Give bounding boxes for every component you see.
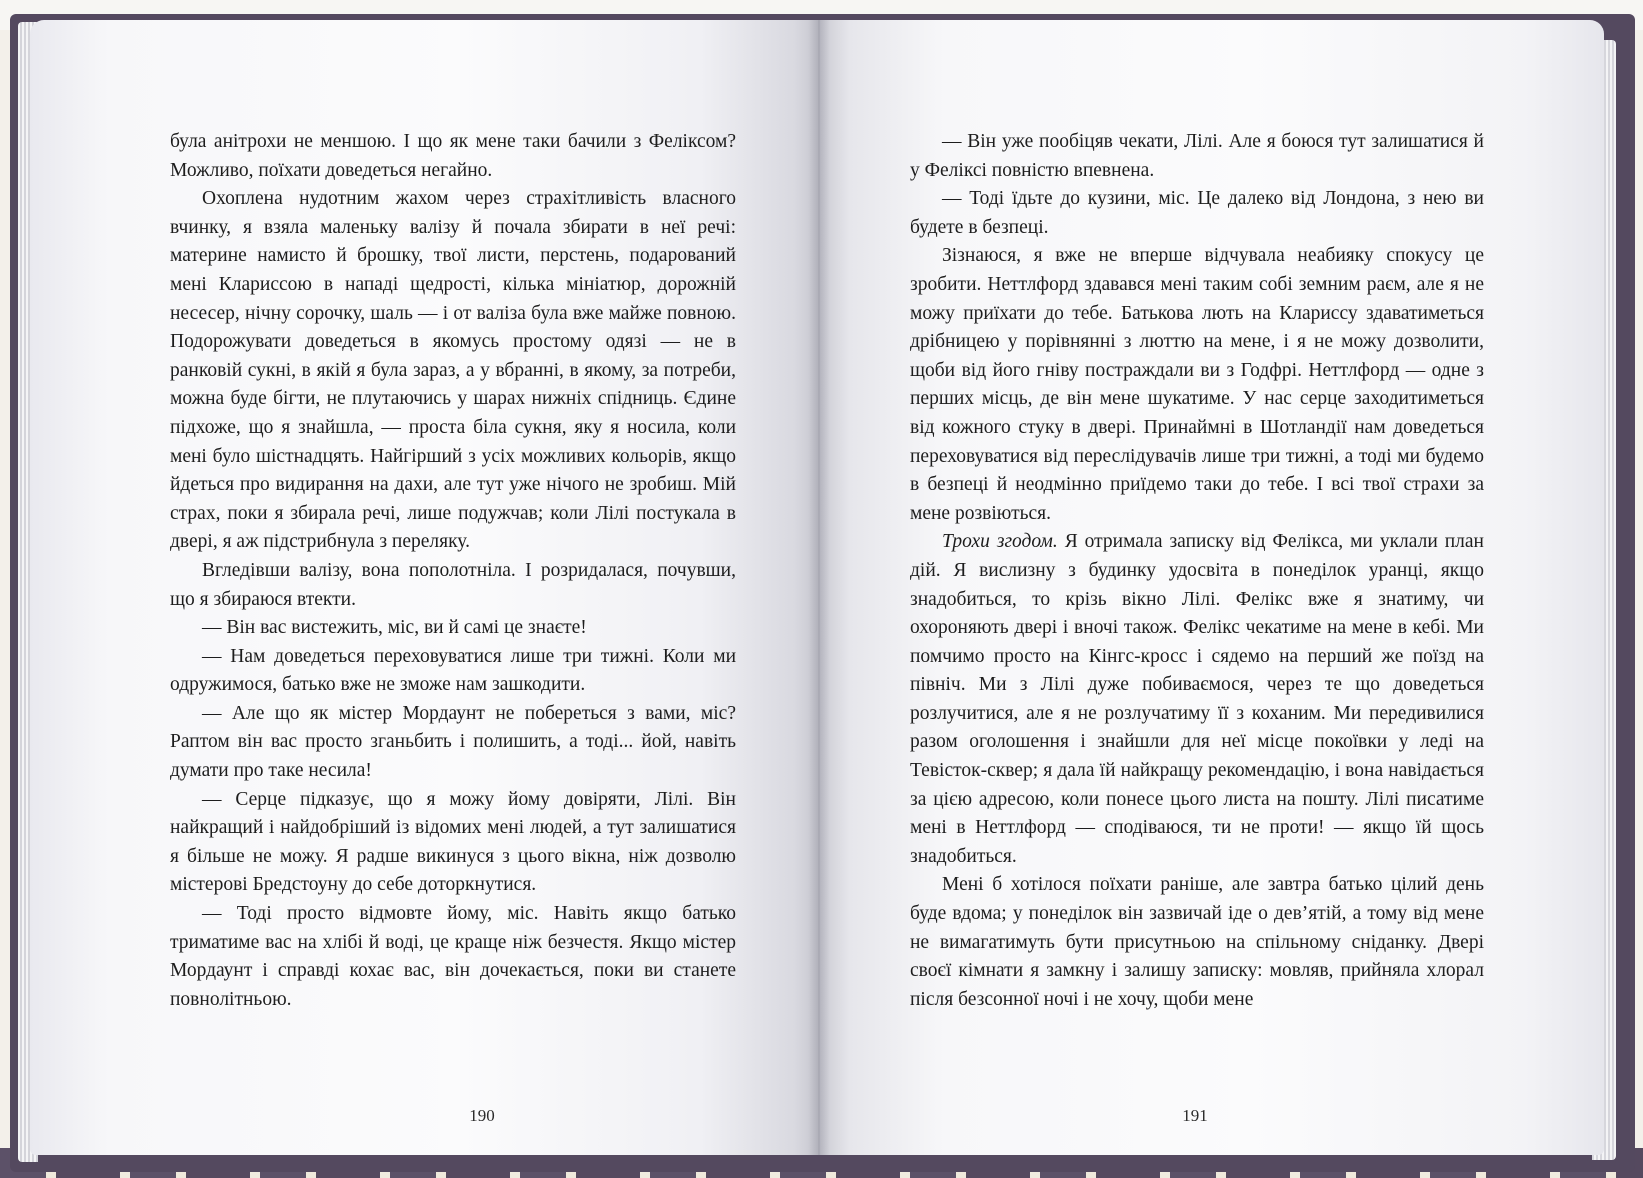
paragraph: — Тоді їдьте до кузини, міс. Це далеко від Лондона, з нею ви будете в безпеці. xyxy=(910,188,1484,238)
paragraph: — Він уже пообіцяв чекати, Лілі. Але я боюся тут залишатися й у Феліксі повністю впевнена. xyxy=(910,131,1484,181)
left-page xyxy=(30,20,818,1155)
paragraph: була анітрохи не меншою. І що як мене таки бачили з Феліксом? Можливо, поїхати доведеться негайно. xyxy=(170,131,736,181)
paragraph: Охоплена нудотним жахом через страхітливість власного вчинку, я взяла маленьку валізу й почала збирати в неї речі: материне намисто й брошку, твої листи, перстень, подарований мені Клариссою в нападі щедрості, кілька мініатюр, дорожній несесер, нічну сорочку, шаль — і от валіза була вже майже повною. Подорожувати доведеться в якомусь простому одязі — не в ранковій сукні, в якій я була зараз, а у вбранні, в якому, за потреби, можна буде бігти, не плутаючись у шарах нижніх спідниць. Єдине підхоже, що я знайшла, — проста біла сукня, яку я носила, коли мені було шістнадцять. Найгірший з усіх можливих кольорів, якщо йдеться про видирання на дахи, але тут уже нічого не зробиш. Мій страх, поки я збирала речі, лише подужчав; коли Лілі постукала в двері, я аж підстрибнула з переляку. xyxy=(170,188,736,553)
right-page xyxy=(818,20,1604,1155)
paragraph: Мені б хотілося поїхати раніше, але завтра батько цілий день буде вдома; у понеділок він зазвичай іде о дев’ятій, а тому від мене не вимагатимуть бути присутньою на спільному сніданку. Двері своєї кімнати я замкну і залишу записку: мовляв, прийняла хлорал після безсонної ночі і не хочу, щоби мене xyxy=(910,874,1484,1010)
paragraph: — Нам доведеться переховуватися лише три тижні. Коли ми одружимося, батько вже не зможе нам зашкодити. xyxy=(170,645,736,696)
italic-lead: Трохи згодом. xyxy=(942,531,1058,553)
paragraph: — Він вас вистежить, міс, ви й самі це знаєте! xyxy=(202,617,587,639)
paragraph: Зізнаюся, я вже не вперше відчувала неабияку спокусу це зробити. Неттлфорд здавався мені таким собі земним раєм, але я не можу приїхати до тебе. Батькова лють на Клариссу здаватиметься дрібницею у порівнянні з люттю на мене, і я не можу дозволити, щоби від його гніву постраждали ви з Годфрі. Неттлфорд — одне з перших місць, де він мене шукатиме. У нас серце заходитиметься від кожного стуку в двері. Принаймні в Шотландії нам доведеться переховуватися від переслідувачів лише три тижні, а тоді ми будемо в безпеці й неодмінно приїдемо таки до тебе. І всі твої страхи за мене розвіються. xyxy=(910,245,1484,524)
paragraph xyxy=(910,528,1484,871)
book-gutter xyxy=(808,20,830,1155)
paragraph-text: Я отримала записку від Фелікса, ми уклали план дій. Я вислизну з будинку удосвіта в понеділок уранці, якщо знадобиться, то крізь вікно Лілі. Фелікс вже я знатиму, чи охороняють двері і вночі також. Фелікс чекатиме на мене в кебі. Ми помчимо просто на Кінгс-кросс і сядемо на перший же поїзд на північ. Ми з Лілі дуже побиваємося, через те що доведеться розлучитися, але я не розлучатиму її з коханим. Ми передивилися разом оголошення і знайшли для неї місце покоївки у леді на Тевісток-сквер; я дала їй найкращу рекомендацію, і вона навідається за цією адресою, коли понесе цього листа на пошту. Лілі писатиме мені в Неттлфорд — сподіваюся, ти не проти! — якщо їй щось знадобиться. xyxy=(910,531,1484,867)
paragraph: — Тоді просто відмовте йому, міс. Навіть якщо батько триматиме вас на хлібі й воді, це краще ніж безчестя. Якщо містер Мордаунт і справді кохає вас, він дочекається, поки ви станете повнолітньою. xyxy=(170,903,736,1010)
paragraph: — Але що як містер Мордаунт не побереться з вами, міс? Раптом він вас просто зганьбить і полишить, а тоді... йой, навіть думати про таке несила! xyxy=(170,702,736,782)
page-number: 190 xyxy=(469,1106,495,1125)
paragraph: — Серце підказує, що я можу йому довіряти, Лілі. Він найкращий і найдобріший із відомих мені людей, а тут залишатися я більше не можу. Я радше викинуся з цього вікна, ніж дозволю містерові Бредстоуну до себе доторкнутися. xyxy=(170,788,736,896)
paragraph: Вгледівши валізу, вона пополотніла. І розридалася, почувши, що я збираюся втекти. xyxy=(170,559,736,610)
page-number: 191 xyxy=(1182,1106,1208,1125)
